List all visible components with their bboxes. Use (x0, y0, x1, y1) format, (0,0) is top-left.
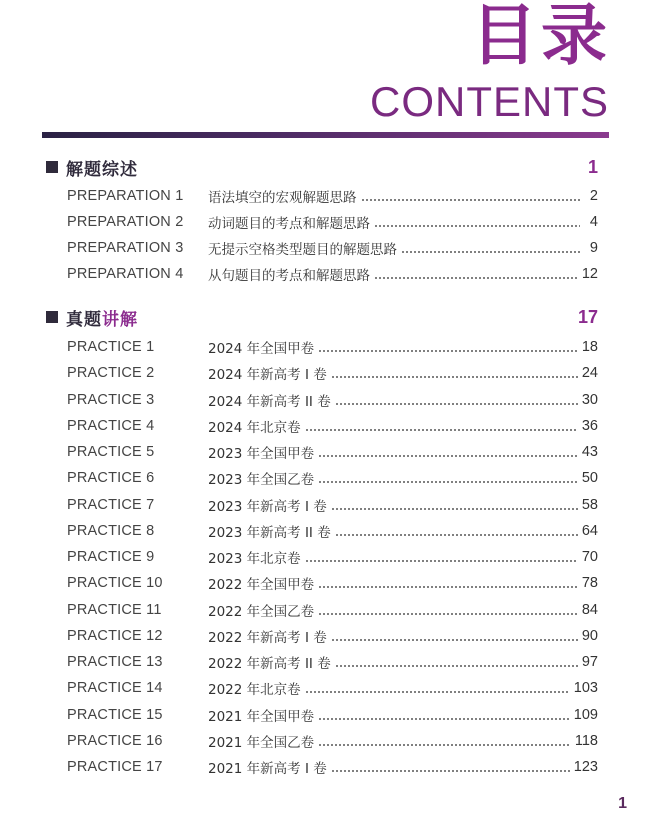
toc-entry[interactable] (67, 705, 598, 725)
contents-title-chinese: 目录 (471, 0, 611, 74)
entry-label: PRACTICE 7 (67, 496, 155, 513)
dot-leader (374, 225, 580, 227)
entry-page-number: 12 (581, 266, 598, 282)
entry-label: PRACTICE 12 (67, 627, 163, 644)
entry-label: PREPARATION 2 (67, 214, 184, 230)
entry-page-number: 4 (589, 214, 598, 230)
dot-leader (318, 350, 578, 352)
dot-leader (361, 199, 581, 201)
entry-title: 语法填空的宏观解题思路 (208, 190, 357, 206)
dot-leader (318, 481, 578, 483)
entry-page-number: 97 (581, 654, 598, 670)
entry-title: 无提示空格类型题目的解题思路 (208, 242, 397, 258)
entry-label: PREPARATION 3 (67, 240, 184, 256)
dot-leader (305, 429, 578, 431)
dot-leader (401, 251, 580, 253)
entry-title: 2023 年北京卷 (208, 551, 301, 567)
toc-entry[interactable] (67, 678, 598, 698)
entry-page-number: 118 (574, 732, 598, 749)
entry-label: PRACTICE 8 (67, 522, 155, 539)
entry-page-number: 90 (581, 627, 598, 644)
section-page-number: 17 (577, 306, 598, 327)
entry-title: 动词题目的考点和解题思路 (208, 216, 370, 232)
entry-page-number: 2 (589, 188, 598, 204)
toc-entry[interactable] (67, 337, 598, 357)
entry-label: PRACTICE 14 (67, 680, 163, 697)
entry-label: PRACTICE 13 (67, 654, 163, 670)
square-bullet-icon (46, 311, 58, 323)
square-bullet-icon (46, 161, 58, 173)
toc-entry[interactable] (67, 238, 598, 258)
entry-label: PRACTICE 15 (67, 706, 163, 723)
dot-leader (331, 376, 578, 378)
toc-entry[interactable] (67, 731, 598, 751)
dot-leader (331, 770, 570, 772)
entry-page-number: 78 (581, 575, 598, 592)
entry-label: PRACTICE 1 (67, 339, 155, 355)
entry-label: PRACTICE 4 (67, 417, 155, 434)
dot-leader (305, 560, 578, 562)
entry-title: 2024 年新高考 II 卷 (208, 393, 331, 410)
dot-leader (318, 744, 571, 746)
entry-page-number: 43 (581, 444, 598, 460)
contents-title-english: CONTENTS (370, 78, 609, 125)
toc-entry[interactable] (67, 652, 598, 672)
section-page-number: 1 (587, 156, 598, 177)
entry-label: PRACTICE 17 (67, 759, 163, 775)
header-divider (42, 132, 609, 138)
entry-label: PRACTICE 5 (67, 444, 155, 460)
footer-page-number: 1 (618, 795, 627, 812)
entry-page-number: 84 (581, 601, 598, 618)
entry-title: 2022 年全国甲卷 (208, 577, 315, 594)
entry-page-number: 36 (581, 417, 598, 434)
entry-label: PRACTICE 6 (67, 470, 155, 487)
entry-page-number: 24 (581, 365, 598, 382)
dot-leader (318, 455, 578, 457)
entry-title: 从句题目的考点和解题思路 (208, 268, 370, 284)
entry-page-number: 9 (589, 240, 598, 256)
entry-title: 2023 年全国乙卷 (208, 472, 315, 489)
toc-entry[interactable] (67, 186, 598, 206)
toc-entry[interactable] (67, 626, 598, 646)
dot-leader (318, 586, 578, 588)
section-heading-overview[interactable] (46, 155, 598, 179)
toc-entry[interactable] (67, 468, 598, 488)
dot-leader (335, 403, 578, 405)
entry-title: 2021 年全国乙卷 (208, 734, 315, 751)
section-title: 解题综述 (66, 159, 138, 180)
entry-page-number: 70 (581, 549, 598, 565)
toc-entry[interactable] (67, 757, 598, 777)
dot-leader (331, 639, 578, 641)
entry-page-number: 30 (581, 391, 598, 408)
entry-title: 2023 年全国甲卷 (208, 446, 315, 462)
entry-page-number: 103 (573, 680, 598, 697)
entry-page-number: 64 (581, 522, 598, 539)
dot-leader (331, 508, 578, 510)
dot-leader (318, 718, 570, 720)
entry-title: 2024 年新高考 I 卷 (208, 367, 327, 384)
entry-page-number: 50 (581, 470, 598, 487)
toc-entry[interactable] (67, 212, 598, 232)
toc-entry[interactable] (67, 495, 598, 515)
dot-leader (305, 691, 570, 693)
entry-label: PRACTICE 3 (67, 391, 155, 408)
toc-entry[interactable] (67, 416, 598, 436)
entry-title: 2022 年新高考 II 卷 (208, 656, 331, 672)
dot-leader (318, 613, 578, 615)
entry-page-number: 58 (581, 496, 598, 513)
entry-label: PRACTICE 9 (67, 549, 155, 565)
entry-title: 2021 年新高考 I 卷 (208, 761, 327, 777)
entry-title: 2022 年北京卷 (208, 682, 301, 699)
entry-title: 2021 年全国甲卷 (208, 708, 315, 725)
entry-label: PREPARATION 4 (67, 266, 184, 282)
toc-entry[interactable] (67, 442, 598, 462)
entry-title: 2024 年全国甲卷 (208, 341, 315, 357)
toc-entry[interactable] (67, 547, 598, 567)
entry-title: 2024 年北京卷 (208, 419, 301, 436)
entry-title: 2022 年新高考 I 卷 (208, 629, 327, 646)
entry-label: PRACTICE 11 (67, 601, 162, 618)
toc-entry[interactable] (67, 521, 598, 541)
entry-title: 2023 年新高考 I 卷 (208, 498, 327, 515)
section-heading-practice[interactable] (46, 305, 598, 329)
toc-entry[interactable] (67, 390, 598, 410)
toc-entry[interactable] (67, 363, 598, 383)
entry-page-number: 123 (573, 759, 598, 775)
entry-label: PRACTICE 16 (67, 732, 163, 749)
toc-entry[interactable] (67, 600, 598, 620)
dot-leader (335, 665, 578, 667)
toc-entry[interactable] (67, 264, 598, 284)
entry-page-number: 109 (573, 706, 598, 723)
section-title: 真题讲解 (66, 309, 138, 330)
entry-label: PRACTICE 2 (67, 365, 155, 382)
toc-entry[interactable] (67, 573, 598, 593)
entry-title: 2022 年全国乙卷 (208, 603, 315, 620)
entry-title: 2023 年新高考 II 卷 (208, 524, 331, 541)
entry-label: PREPARATION 1 (67, 188, 184, 204)
entry-label: PRACTICE 10 (67, 575, 163, 592)
entry-page-number: 18 (581, 339, 598, 355)
dot-leader (335, 534, 578, 536)
dot-leader (374, 277, 578, 279)
